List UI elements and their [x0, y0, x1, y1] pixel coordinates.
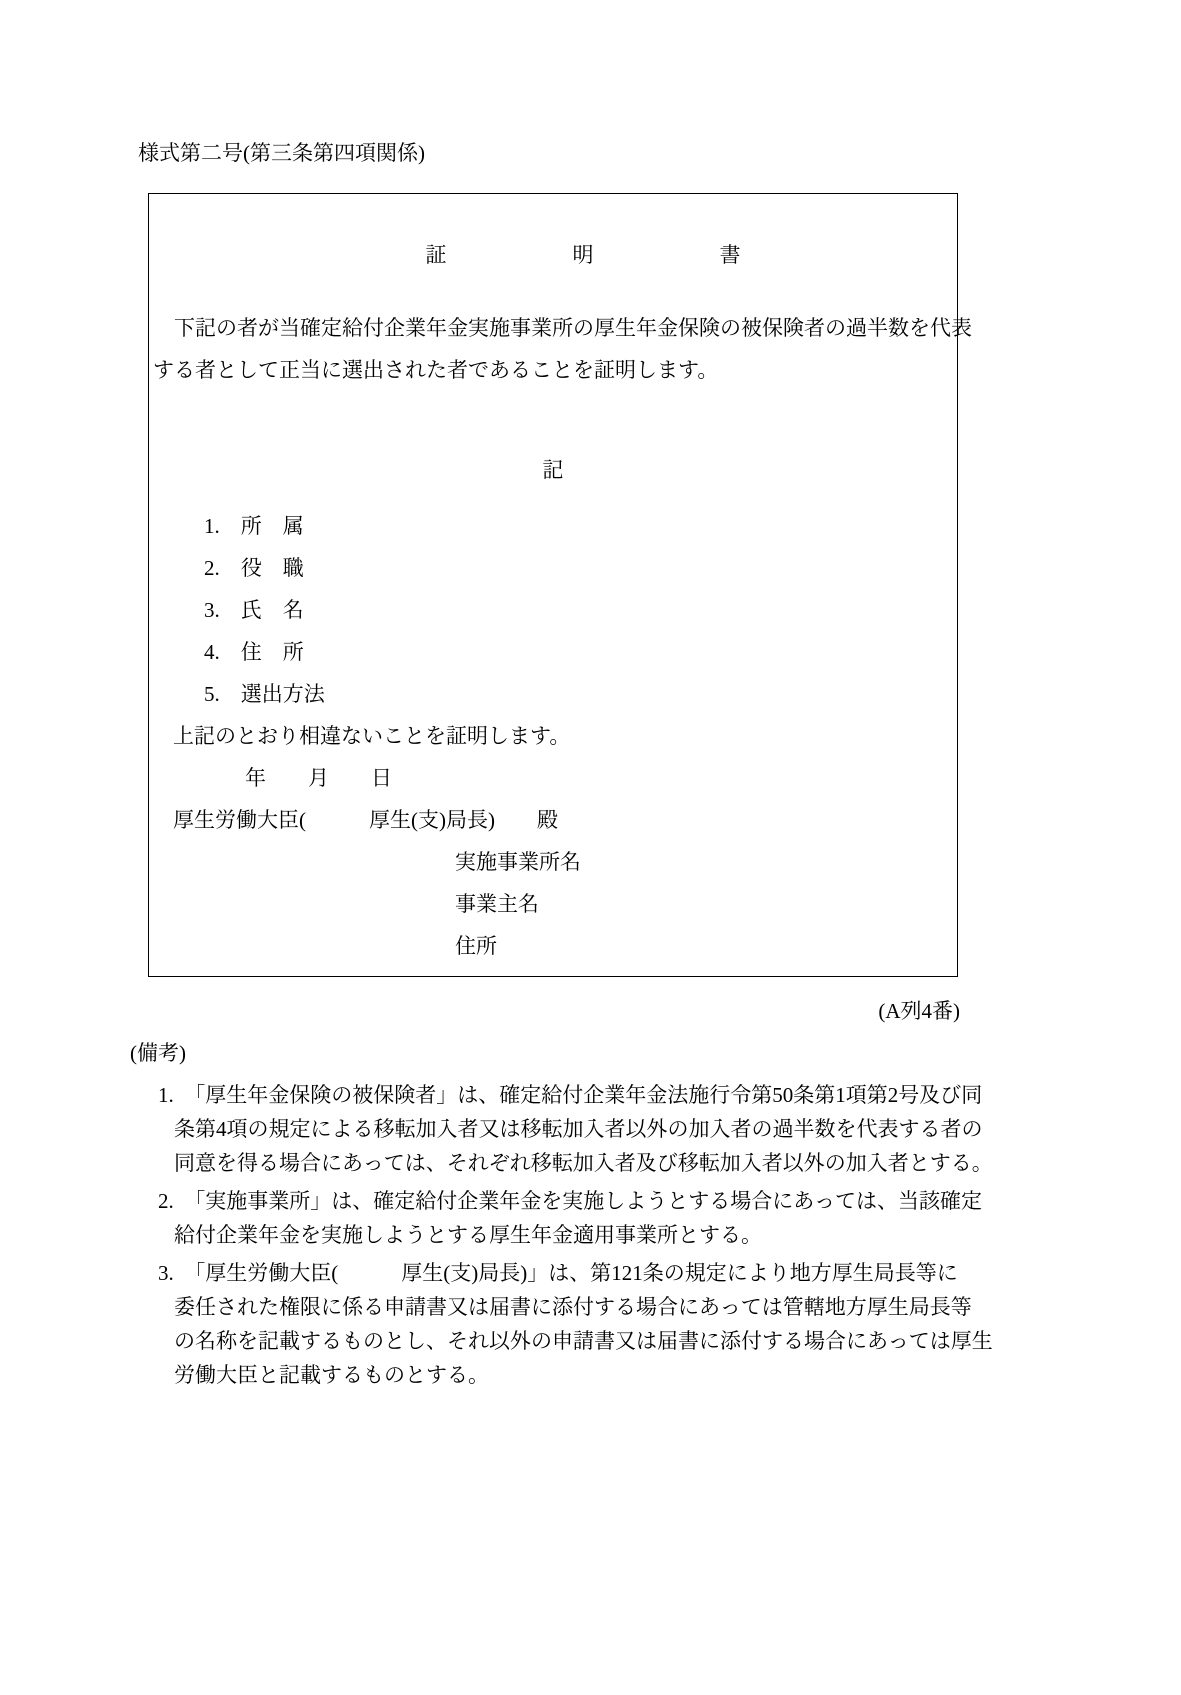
certificate-body-line: する者として正当に選出された者であることを証明します。 — [153, 358, 719, 382]
remarks-note-line: 条第4項の規定による移転加入者又は移転加入者以外の加入者の過半数を代表する者の — [174, 1117, 983, 1141]
certificate-item-position: 2. 役 職 — [204, 556, 304, 580]
remarks-note-2 — [130, 1184, 983, 1252]
paper-size-note: (A列4番) — [878, 999, 960, 1023]
signature-line-office-name: 実施事業所名 — [455, 850, 581, 874]
certificate-item-name: 3. 氏 名 — [204, 598, 304, 622]
signature-line-employer-name: 事業主名 — [455, 892, 539, 916]
signature-line-address: 住所 — [455, 934, 497, 958]
remarks-note-line: 委任された権限に係る申請書又は届書に添付する場合にあっては管轄地方厚生局長等 — [174, 1295, 972, 1319]
remarks-note-line: の名称を記載するものとし、それ以外の申請書又は届書に添付する場合にあっては厚生 — [174, 1329, 993, 1353]
remarks-note-3 — [130, 1256, 993, 1392]
remarks-note-line: 給付企業年金を実施しようとする厚生年金適用事業所とする。 — [174, 1223, 762, 1247]
certificate-item-address: 4. 住 所 — [204, 640, 304, 664]
signature-block — [149, 841, 957, 967]
date-line: 年 月 日 — [245, 766, 392, 790]
remarks-notes — [130, 1078, 993, 1392]
remarks-note-line: 3. 「厚生労働大臣( 厚生(支)局長)」は、第121条の規定により地方厚生局長等に — [158, 1261, 958, 1285]
remarks-note-1 — [130, 1078, 993, 1180]
certificate-item-affiliation: 1. 所 属 — [204, 514, 304, 538]
remarks-heading: (備考) — [130, 1041, 186, 1065]
below-box-section — [130, 978, 993, 1392]
certificate-body — [149, 307, 972, 391]
certificate-item-election-method: 5. 選出方法 — [204, 682, 325, 706]
certificate-item-list — [149, 505, 957, 715]
addressee-line: 厚生労働大臣( 厚生(支)局長) 殿 — [173, 808, 558, 832]
certificate-title: 証 明 書 — [425, 243, 741, 267]
attestation-line: 上記のとおり相違ないことを証明します。 — [173, 724, 571, 748]
ki-heading: 記 — [542, 458, 564, 482]
certificate-box — [148, 193, 972, 977]
remarks-note-line: 労働大臣と記載するものとする。 — [174, 1363, 489, 1387]
remarks-note-line: 同意を得る場合にあっては、それぞれ移転加入者及び移転加入者以外の加入者とする。 — [174, 1151, 993, 1175]
remarks-note-line: 2. 「実施事業所」は、確定給付企業年金を実施しようとする場合にあっては、当該確定 — [158, 1189, 983, 1213]
form-number-label: 様式第二号(第三条第四項関係) — [138, 141, 425, 165]
remarks-note-line: 1. 「厚生年金保険の被保険者」は、確定給付企業年金法施行令第50条第1項第2号及び同 — [158, 1083, 983, 1107]
certificate-body-line: 下記の者が当確定給付企業年金実施事業所の厚生年金保険の被保険者の過半数を代表 — [153, 316, 972, 340]
